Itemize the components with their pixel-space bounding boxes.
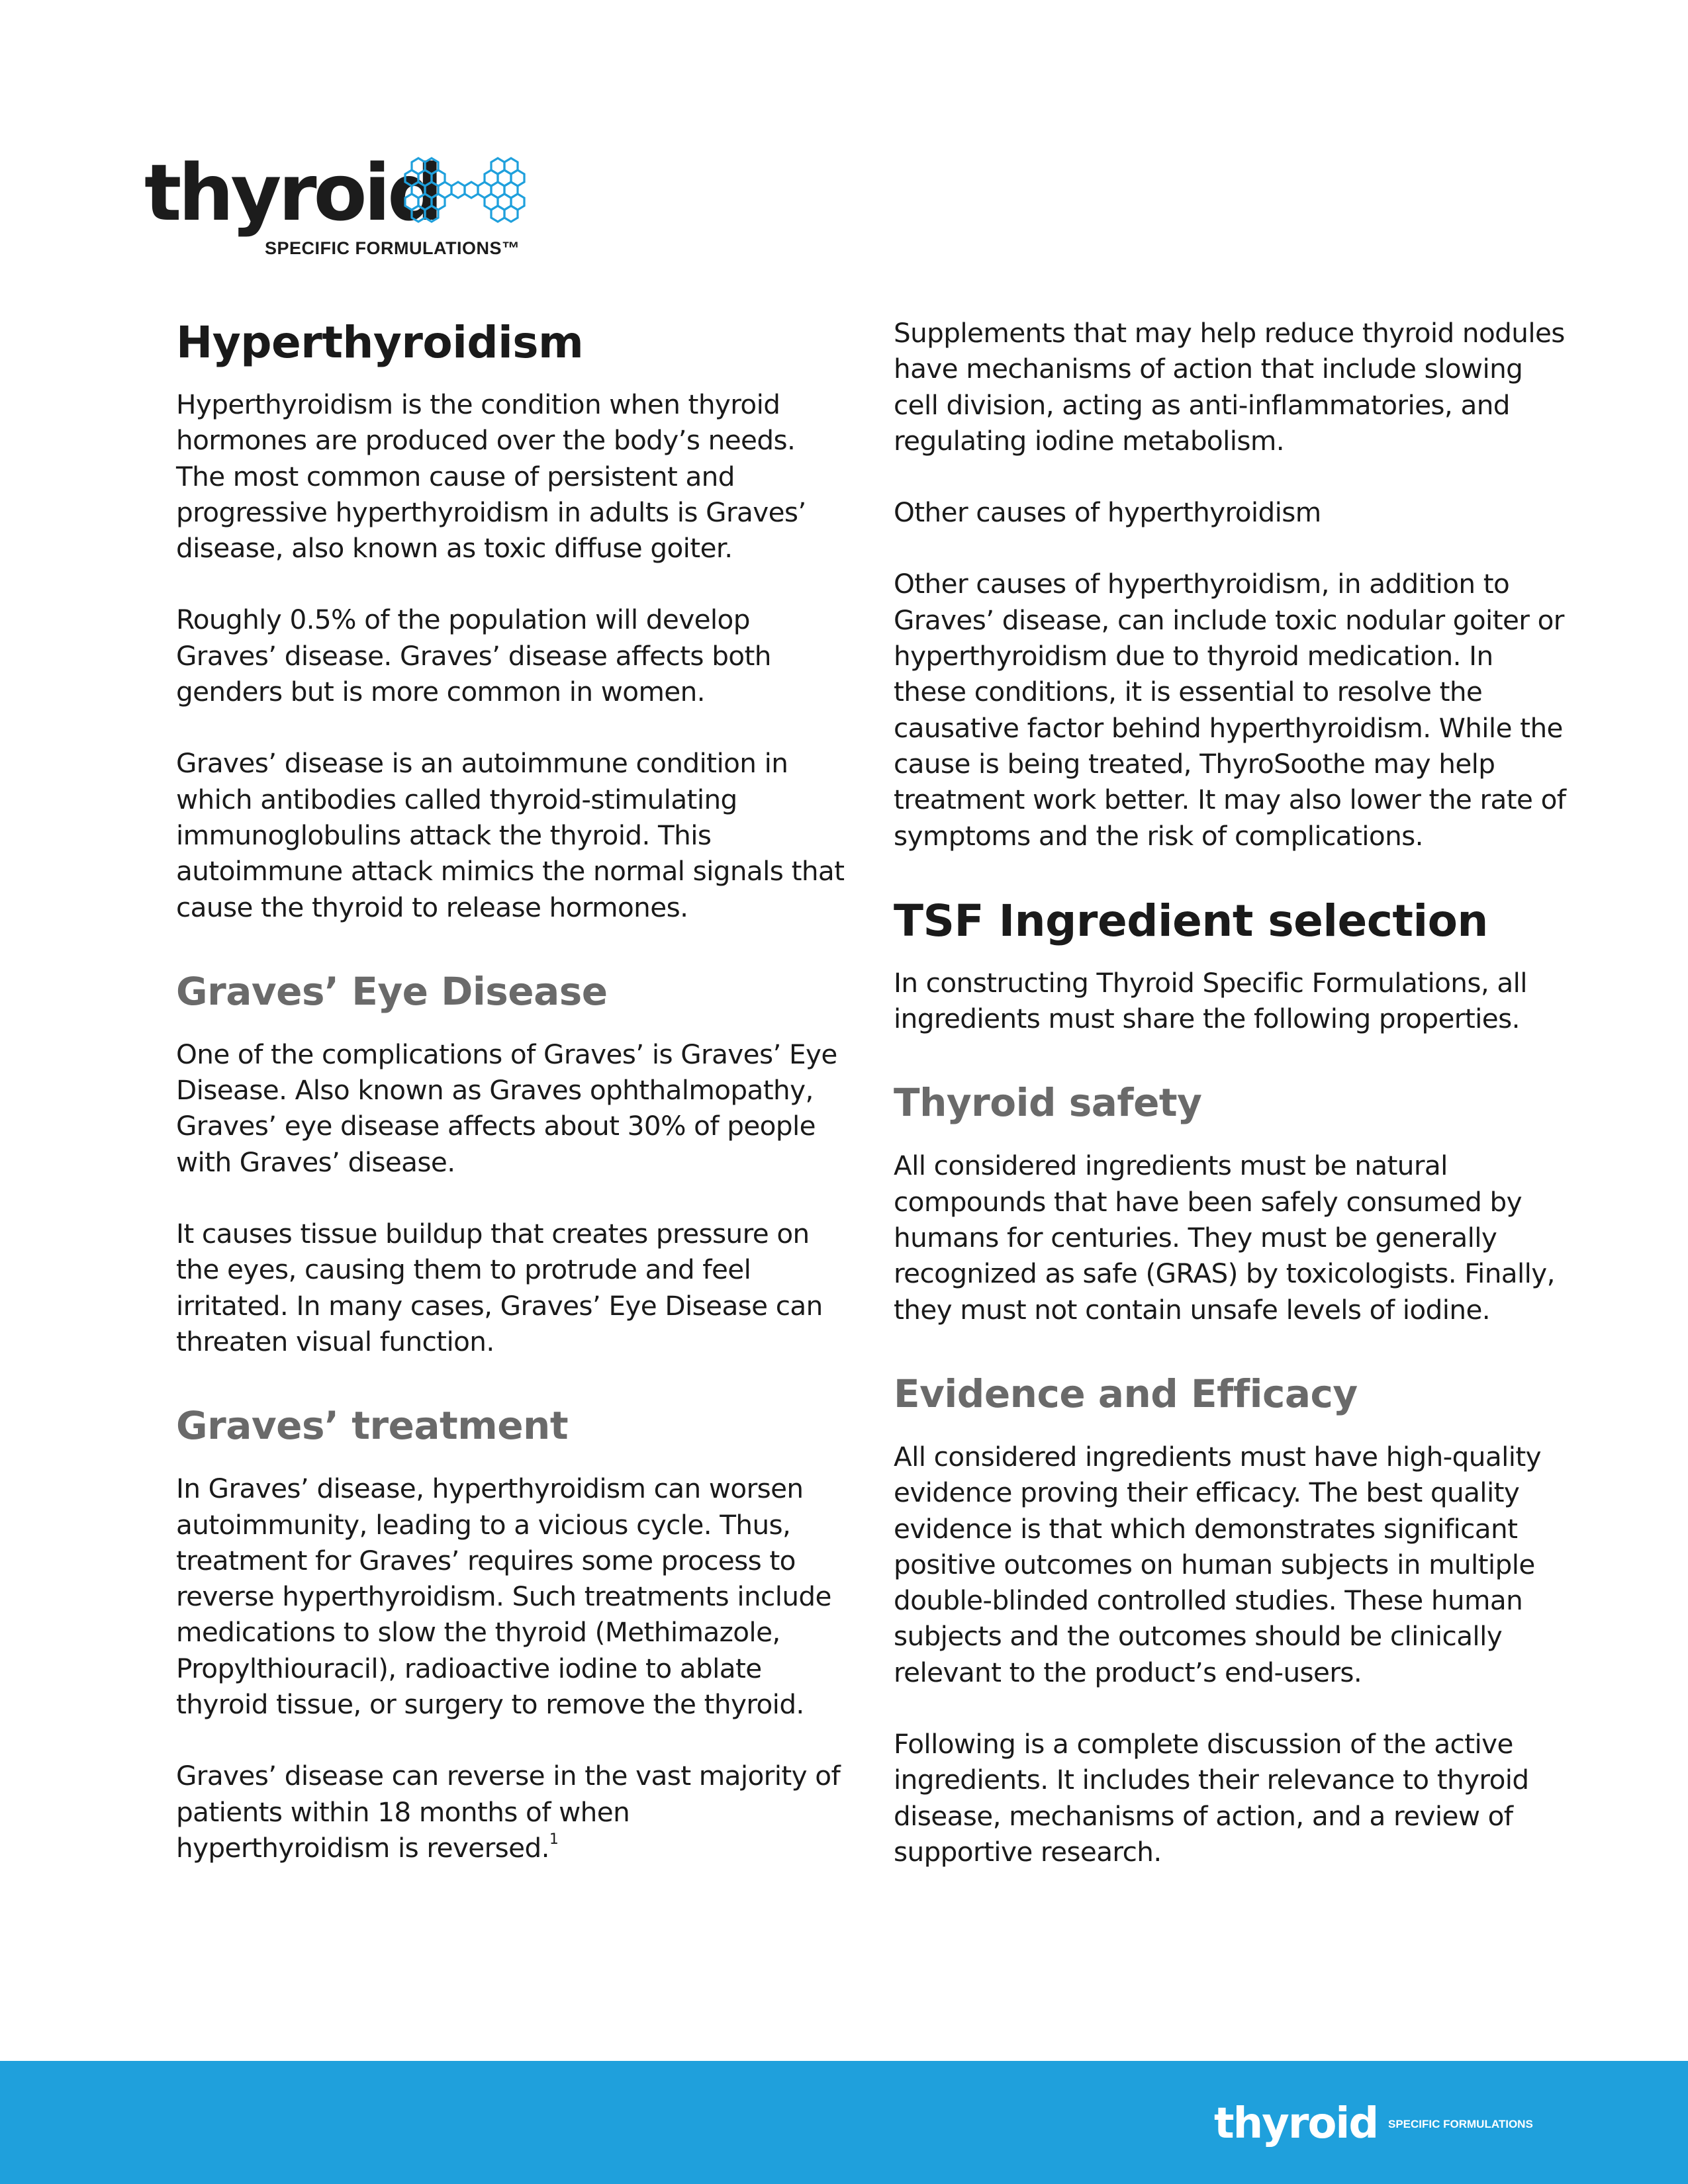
left-column [176,316,851,1866]
eye-symptoms-paragraph: It causes tissue buildup that creates pressure on the eyes, causing them to protrude and feel irritated. In many cases, Graves’ Eye Disease can threaten visual function. [176,1218,823,1357]
treatment-paragraph: In Graves’ disease, hyperthyroidism can worsen autoimmunity, leading to a vicious cycle. Thus, treatment for Graves’ requires some process to reverse hyperthyroidism. Such treatments include medications to slow the thyroid (Methimazole, Propylthiouracil), radioactive iodine to ablate thyroid tissue, or surgery to remove the thyroid. [176,1473,831,1721]
ingredient-selection-heading: TSF Ingredient selection [894,895,1488,946]
logo-tagline: SPECIFIC FORMULATIONS™ [265,238,520,258]
autoimmune-paragraph: Graves’ disease is an autoimmune condition in which antibodies called thyroid-stimulating immunoglobulins attack the thyroid. This autoimmune attack mimics the normal signals that cause the thyroid to release hormones. [176,747,845,923]
footnote-reference: 1 [549,1831,559,1848]
prevalence-paragraph: Roughly 0.5% of the population will develop Graves’ disease. Graves’ disease affects both genders but is more common in women. [176,604,771,708]
active-ingredients-paragraph: Following is a complete discussion of the active ingredients. It includes their relevance to thyroid disease, mechanisms of action, and a review of supportive research. [894,1728,1529,1868]
footer-bar [0,2061,1688,2184]
other-causes-label: Other causes of hyperthyroidism [894,496,1321,529]
footer-logo-tagline: SPECIFIC FORMULATIONS [1388,2118,1533,2130]
graves-eye-disease-heading: Graves’ Eye Disease [176,968,608,1014]
graves-treatment-heading: Graves’ treatment [176,1403,569,1449]
intro-paragraph: Hyperthyroidism is the condition when thyroid hormones are produced over the body’s needs. The most common cause of persistent and progressive hyperthyroidism in adults is Graves’ disease, also known as toxic diffuse goiter. [176,388,806,565]
supplements-paragraph: Supplements that may help reduce thyroid nodules have mechanisms of action that include slowing cell division, acting as anti-inflammatories, and regulating iodine metabolism. [894,317,1565,457]
thyroid-safety-heading: Thyroid safety [894,1080,1202,1126]
right-column [894,315,1569,1870]
safety-paragraph: All considered ingredients must be natural compounds that have been safely consumed by humans for centuries. They must be generally recognized as safe (GRAS) by toxicologists. Finally, they must not contain unsafe levels of iodine. [894,1150,1555,1326]
other-causes-paragraph: Other causes of hyperthyroidism, in addition to Graves’ disease, can include toxic nodular goiter or hyperthyroidism due to thyroid medication. In these conditions, it is essential to resolve the causative factor behind hyperthyroidism. While the cause is being treated, ThyroSoothe may help treatment work better. It may also lower the rate of symptoms and the risk of complications. [894,568,1566,852]
reversal-text: Graves’ disease can reverse in the vast majority of patients within 18 months of when hyperthyroidism is reversed. [176,1760,841,1864]
evidence-efficacy-heading: Evidence and Efficacy [894,1371,1358,1416]
eye-disease-paragraph: One of the complications of Graves’ is Graves’ Eye Disease. Also known as Graves ophthalmopathy, Graves’ eye disease affects about 30% of people with Graves’ disease. [176,1038,837,1178]
reversal-paragraph [176,1758,851,1866]
selection-paragraph: In constructing Thyroid Specific Formulations, all ingredients must share the following properties. [894,966,1527,1035]
logo-wordmark: thyroid [144,147,440,238]
hyperthyroidism-heading: Hyperthyroidism [176,317,584,368]
brand-logo [144,147,528,259]
footer-logo-wordmark: thyroid [1214,2099,1378,2148]
molecule-hexagon-icon [401,154,528,232]
efficacy-paragraph: All considered ingredients must have high-quality evidence proving their efficacy. The best quality evidence is that which demonstrates significant positive outcomes on human subjects in multiple double-blinded controlled studies. These human subjects and the outcomes should be clinically relevant to the product’s end-users. [894,1440,1542,1688]
